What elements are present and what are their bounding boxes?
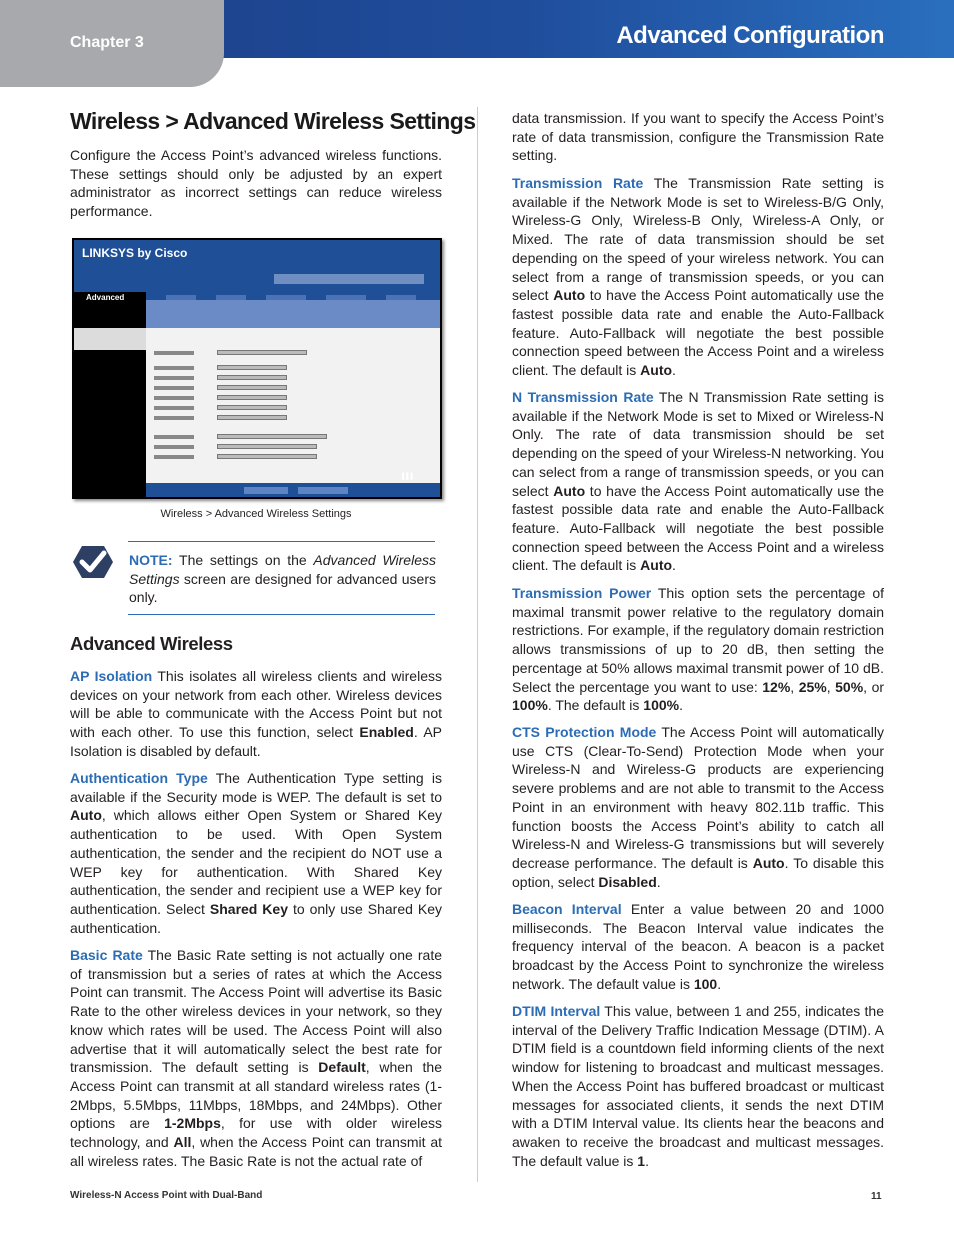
figure-product-bar [274, 274, 424, 284]
n-transmission-rate-paragraph: N Transmission Rate The N Transmission Rate setting is available if the Network Mode is set to Mixed or Wireless-N Only. The rate of data transmission should be set depending on the speed of your Wireless-N networking. You can select from a range of transmission speeds, or you can select Auto to have the Access Point automatically use the fastest possible data rate and enable the Auto-Fallback feature. Auto-Fallback will negotiate the best possible connection speed between the Access Point and a wireless client. The default is Auto. [512, 389, 885, 574]
figure-section-head [74, 328, 146, 350]
figure-save-button [244, 487, 288, 494]
figure-row [154, 435, 194, 439]
figure-row [154, 396, 194, 400]
page-title: Wireless > Advanced Wireless Settings [70, 108, 476, 134]
figure-field [217, 375, 287, 380]
header-title: Advanced Configuration [616, 22, 884, 49]
transmission-power-paragraph: Transmission Power This option sets the percentage of maximal transmit power relative to the regulatory domain restrictions. For example, if the regulatory domain restriction allows transmissions of up to 20 dB, then setting the percentage at 50% allows maximal transmit power of 10 dB. Select the percentage you want to use: 12%, 25%, 50%, or 100%. The default is 100%. [512, 585, 885, 714]
note-top-rule [128, 541, 435, 542]
subheading: Advanced Wireless [70, 633, 233, 654]
cisco-logo: ▌▌▌ [402, 474, 415, 480]
footer-product: Wireless-N Access Point with Dual-Band [70, 1190, 263, 1201]
figure-field [217, 385, 287, 390]
figure-row [154, 416, 194, 420]
note-bottom-rule [128, 614, 435, 615]
figure-cancel-button [298, 487, 348, 494]
ap-isolation-paragraph: AP Isolation This isolates all wireless clients and wireless devices on your network from each other. Wireless devices will be able to communicate with the Access Point but not with each other. To use this function, select Enabled. AP Isolation is disabled by default. [70, 668, 442, 759]
chapter-label: Chapter 3 [70, 34, 144, 51]
basic-rate-paragraph: Basic Rate The Basic Rate setting is not actually one rate of transmission but a series of rates at which the Access Point can transmit. The Access Point will advertise its Basic Rate to the other wireless devices in your network, so they know which rates will be used. The Access Point will also advertise that it will automatically select the best rate for transmission. The default setting is Default, when the Access Point can transmit at all standard wireless rates (1-2Mbps, 5.5Mbps, 11Mbps, 18Mbps, and 24Mbps). Other options are 1-2Mbps, for use with older wireless technology, and All, when the Access Point can transmit at all wireless rates. The Basic Rate is not the actual rate of [70, 947, 442, 1169]
beacon-interval-paragraph: Beacon Interval Enter a value between 20 and 1000 milliseconds. The Beacon Interval value indicates the frequency interval of the beacon. A beacon is a packet broadcast by the Access Point to synchronize the wireless network. The default value is 100. [512, 901, 884, 992]
figure-subtabs [146, 300, 440, 328]
figure-field [217, 365, 287, 370]
figure-caption: Wireless > Advanced Wireless Settings [160, 508, 352, 520]
figure-row [154, 376, 194, 380]
figure-field [217, 350, 307, 355]
auth-type-paragraph: Authentication Type The Authentication Type setting is available if the Security mode is WEP. The default is set to Auto, which allows either Open System or Shared Key authentication to be used. With Open System authentication, the sender and the recipient do NOT use a WEP key for authentication. With Shared Key authentication, the sender and recipient use a WEP key for authentication. Select Shared Key to only use Shared Key authentication. [70, 770, 442, 936]
figure-sidebar-label: Advanced [86, 293, 125, 302]
figure-field [217, 395, 287, 400]
intro-paragraph: Configure the Access Point’s advanced wireless functions. These settings should only be adjusted by an expert administrator as incorrect settings can reduce wireless performance. [70, 147, 442, 220]
figure-row [154, 366, 194, 370]
note-label: NOTE: [129, 552, 173, 568]
figure-row [154, 351, 194, 355]
figure-row [154, 445, 194, 449]
figure-bottom-bar [146, 483, 440, 497]
column-divider [477, 107, 478, 1182]
figure-sidebar [74, 292, 146, 497]
figure-topbar [74, 240, 440, 292]
continuation-paragraph: data transmission. If you want to specify the Access Point’s rate of data transmission, configure the Transmission Rate setting. [512, 110, 884, 164]
figure-field [217, 434, 327, 439]
screenshot-figure [72, 238, 442, 499]
linksys-logo: LINKSYS by Cisco [82, 246, 188, 260]
checkmark-note-icon [70, 543, 116, 581]
figure-row [154, 455, 194, 459]
dtim-interval-paragraph: DTIM Interval This value, between 1 and 255, indicates the interval of the Delivery Traffic Indication Message (DTIM). A DTIM field is a countdown field informing clients of the next window for listening to broadcast and multicast messages. When the Access Point has buffered broadcast or multicast messages for associated clients, it sends the next DTIM with a DTIM Interval value. Its clients hear the beacons and awaken to receive the broadcast and multicast messages. The default value is 1. [512, 1003, 884, 1169]
page-number: 11 [871, 1191, 882, 1202]
figure-field [217, 405, 287, 410]
cts-protection-paragraph: CTS Protection Mode The Access Point will automatically use CTS (Clear-To-Send) Protection Mode when your Wireless-N and Wireless-G products are experiencing severe problems and are not able to transmit to the Access Point in an environment with heavy 802.11b traffic. This function boosts the Access Point’s ability to catch all Wireless-N and Wireless-G transmissions but will severely decrease performance. The default is Auto. To disable this option, select Disabled. [512, 724, 885, 890]
transmission-rate-paragraph: Transmission Rate The Transmission Rate setting is available if the Network Mode is set to Wireless-B/G Only, Wireless-G Only, Wireless-B Only, Wireless-A Only, or Mixed. The rate of data transmission should be set depending on the speed of your wireless network. You can select from a range of transmission speeds, or you can select Auto to have the Access Point automatically use the fastest possible data rate and enable the Auto-Fallback feature. Auto-Fallback will negotiate the best possible connection speed between the Access Point and a wireless client. The default is Auto. [512, 175, 884, 379]
chapter-tab [0, 0, 224, 87]
figure-row [154, 406, 194, 410]
figure-field [217, 415, 287, 420]
figure-field [217, 454, 317, 459]
figure-row [154, 386, 194, 390]
figure-field [217, 444, 317, 449]
note-text: NOTE: The settings on the Advanced Wireless Settings screen are designed for advanced users only. [129, 552, 436, 606]
